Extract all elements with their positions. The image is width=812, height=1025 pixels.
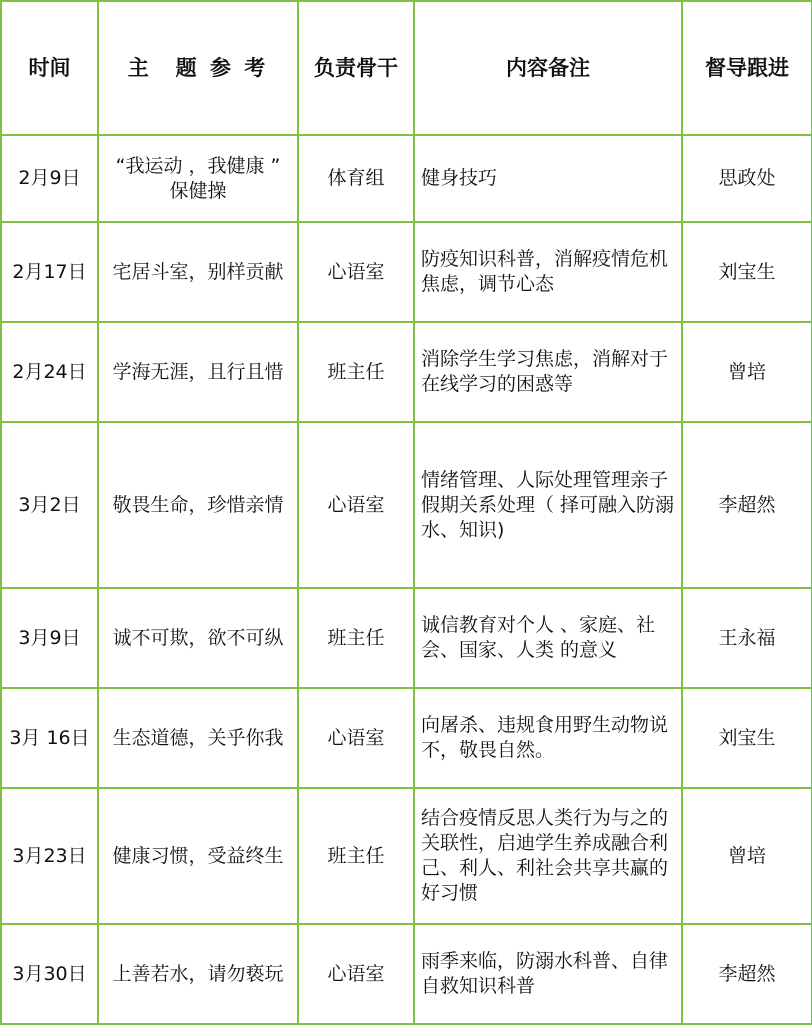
row-theme: 学海无涯，且行且惜 xyxy=(98,322,298,422)
row-owner: 班主任 xyxy=(298,788,414,924)
row-owner: 班主任 xyxy=(298,588,414,688)
row-supervisor: 李超然 xyxy=(682,924,812,1024)
row-owner: 心语室 xyxy=(298,222,414,322)
header-row xyxy=(1,1,812,135)
row-date: 2月17日 xyxy=(1,222,98,322)
row-content: 结合疫情反思人类行为与之的关联性，启迪学生养成融合利己、利人、利社会共享共赢的好习惯 xyxy=(414,788,682,924)
row-theme: 生态道德，关乎你我 xyxy=(98,688,298,788)
row-date: 3月2日 xyxy=(1,422,98,588)
row-date: 2月24日 xyxy=(1,322,98,422)
header-theme: 主 题 参 考 xyxy=(98,1,298,135)
header-owner: 负责骨干 xyxy=(298,1,414,135)
row-owner: 心语室 xyxy=(298,688,414,788)
row-content: 雨季来临，防溺水科普、自律自救知识科普 xyxy=(414,924,682,1024)
table-row xyxy=(1,688,812,788)
row-supervisor: 曾培 xyxy=(682,322,812,422)
row-date: 3月 16日 xyxy=(1,688,98,788)
table-row xyxy=(1,924,812,1024)
row-theme: 诚不可欺，欲不可纵 xyxy=(98,588,298,688)
row-theme: “我运动 ，我健康 ” 保健操 xyxy=(98,135,298,222)
row-content: 向屠杀、违规食用野生动物说不，敬畏自然。 xyxy=(414,688,682,788)
table-row xyxy=(1,322,812,422)
table-row xyxy=(1,222,812,322)
row-owner: 心语室 xyxy=(298,924,414,1024)
row-supervisor: 思政处 xyxy=(682,135,812,222)
row-date: 3月30日 xyxy=(1,924,98,1024)
row-content: 情绪管理、人际处理管理亲子假期关系处理（ 择可融入防溺水、知识) xyxy=(414,422,682,588)
row-content: 防疫知识科普，消解疫情危机焦虑，调节心态 xyxy=(414,222,682,322)
row-owner: 心语室 xyxy=(298,422,414,588)
row-theme: 上善若水，请勿亵玩 xyxy=(98,924,298,1024)
row-supervisor: 王永福 xyxy=(682,588,812,688)
row-theme: 敬畏生命，珍惜亲情 xyxy=(98,422,298,588)
row-supervisor: 刘宝生 xyxy=(682,688,812,788)
row-supervisor: 刘宝生 xyxy=(682,222,812,322)
header-time: 时间 xyxy=(1,1,98,135)
row-theme: 健康习惯，受益终生 xyxy=(98,788,298,924)
row-date: 3月23日 xyxy=(1,788,98,924)
table-row xyxy=(1,135,812,222)
row-date: 3月9日 xyxy=(1,588,98,688)
row-owner: 体育组 xyxy=(298,135,414,222)
row-supervisor: 曾培 xyxy=(682,788,812,924)
row-content: 诚信教育对个人 、家庭、社会、国家、人类 的意义 xyxy=(414,588,682,688)
table-row xyxy=(1,422,812,588)
table-row xyxy=(1,588,812,688)
header-content: 内容备注 xyxy=(414,1,682,135)
header-supervisor: 督导跟进 xyxy=(682,1,812,135)
row-date: 2月9日 xyxy=(1,135,98,222)
table-row xyxy=(1,788,812,924)
row-content: 消除学生学习焦虑，消解对于在线学习的困惑等 xyxy=(414,322,682,422)
row-content: 健身技巧 xyxy=(414,135,682,222)
row-theme: 宅居斗室，别样贡献 xyxy=(98,222,298,322)
row-supervisor: 李超然 xyxy=(682,422,812,588)
row-owner: 班主任 xyxy=(298,322,414,422)
